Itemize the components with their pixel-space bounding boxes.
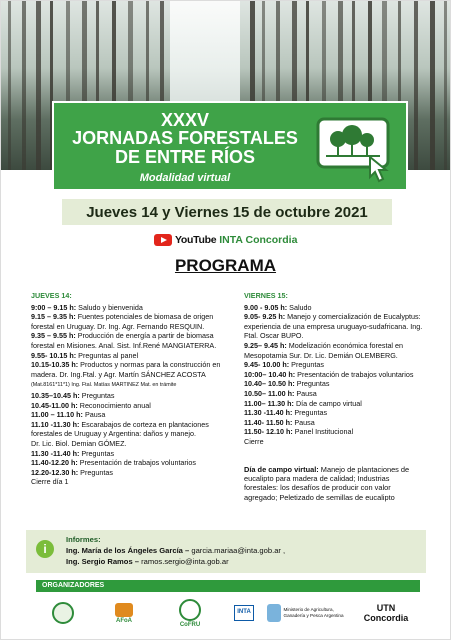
schedule-time: 9.55- 10.15 h: bbox=[31, 350, 77, 360]
schedule-item bbox=[31, 391, 231, 401]
thursday-schedule bbox=[31, 291, 231, 487]
schedule-time: 9:00 – 9.15 h: bbox=[31, 302, 77, 312]
schedule-time: 12.20-12.30 h: bbox=[31, 467, 79, 477]
schedule-description: Día de campo virtual bbox=[293, 398, 362, 408]
event-date-bar bbox=[62, 199, 392, 225]
event-date: Jueves 14 y Viernes 15 de octubre 2021 bbox=[86, 203, 368, 221]
contact-name-2: Ing. Sergio Ramos – bbox=[66, 557, 140, 566]
schedule-item bbox=[31, 458, 231, 468]
schedule-time: 9.05- 9.25 h: bbox=[244, 312, 286, 322]
schedule-description: Preguntas bbox=[78, 467, 113, 477]
event-title-line2: DE ENTRE RÍOS bbox=[114, 147, 256, 167]
schedule-description: (Mat.8161*11*1) Ing. Ftal. Matías MARTINEZ Mat. en trámite bbox=[31, 382, 177, 389]
contact-heading: Informes: bbox=[66, 535, 101, 544]
schedule-time: 10.15-10.35 h: bbox=[31, 360, 79, 370]
schedule-description: Producción de energía a partir de biomasa forestal en Misiones. Anal. Sist. Inf.René MANGIATERRA. bbox=[31, 331, 217, 350]
title-banner bbox=[52, 101, 408, 191]
schedule-time: 11.50- 12.10 h: bbox=[244, 427, 293, 437]
contact-email-2[interactable]: ramos.sergio@inta.gob.ar bbox=[139, 557, 229, 566]
contact-name-1: Ing. María de los Ángeles García – bbox=[66, 546, 190, 555]
schedule-time: 10.40– 10.50 h: bbox=[244, 379, 295, 389]
schedule-time: 11.40- 11.50 h: bbox=[244, 417, 293, 427]
schedule-item bbox=[244, 437, 429, 447]
schedule-description: Manejo y comercialización de Eucalyptus: experiencia de una empresa uruguayo-sudafricana. Ing. Ftal. Oscar BUPO. bbox=[244, 312, 423, 341]
schedule-item bbox=[244, 370, 429, 380]
event-title-line1: JORNADAS FORESTALES bbox=[72, 128, 298, 148]
schedule-description: Modelización económica forestal en Mesopotamia Sur. Dr. Lic. Demián OLEMBERG. bbox=[244, 340, 404, 360]
tree-trunk bbox=[444, 0, 447, 170]
field-day-note bbox=[244, 465, 424, 502]
schedule-item bbox=[244, 379, 429, 389]
schedule-description: Cierre bbox=[244, 436, 264, 446]
schedule-time: 10.35–10.45 h: bbox=[31, 390, 80, 400]
schedule-item bbox=[31, 303, 231, 313]
schedule-item bbox=[244, 427, 429, 437]
schedule-time: 11.00 – 11.10 h: bbox=[31, 410, 83, 420]
schedule-description: Presentación de trabajos voluntarios bbox=[77, 458, 197, 468]
youtube-play-icon bbox=[154, 234, 172, 246]
schedule-time: 11.00– 11.30 h: bbox=[244, 398, 294, 408]
schedule-description: Panel Institucional bbox=[292, 427, 354, 437]
schedule-time: 10:00– 10.40 h: bbox=[244, 369, 296, 379]
schedule-time: 11.30 -11.40 h: bbox=[31, 448, 80, 458]
tree-trunk bbox=[22, 0, 26, 170]
schedule-description: Saludo bbox=[287, 302, 312, 312]
contact-email-1[interactable]: garcia.mariaa@inta.gob.ar , bbox=[189, 546, 286, 555]
friday-schedule bbox=[244, 291, 429, 447]
schedule-description: Preguntas bbox=[289, 360, 324, 370]
entre-rios-logo bbox=[48, 594, 78, 632]
schedule-description: Dr. Lic. Biol. Demian GÓMEZ. bbox=[31, 438, 127, 448]
schedule-description: Preguntas bbox=[79, 448, 115, 458]
schedule-item bbox=[31, 360, 231, 379]
modality-label: Modalidad virtual bbox=[139, 172, 231, 184]
schedule-description: Preguntas bbox=[294, 379, 330, 389]
youtube-channel[interactable] bbox=[154, 233, 297, 247]
schedule-item bbox=[31, 468, 231, 478]
schedule-time: 10.50– 11.00 h: bbox=[244, 388, 295, 398]
organizer-logos bbox=[36, 594, 420, 634]
schedule-description: Preguntas al panel bbox=[76, 350, 139, 360]
schedule-description: Presentación de trabajos voluntarios bbox=[295, 369, 414, 379]
schedule-time: 9.45- 10.00 h: bbox=[244, 360, 290, 370]
schedule-item bbox=[31, 449, 231, 459]
edition-number: XXXV bbox=[160, 110, 210, 130]
schedule-description: Reconocimiento anual bbox=[77, 400, 151, 410]
schedule-time: 11.40-12.20 h: bbox=[31, 458, 78, 468]
inta-logo: INTA bbox=[232, 594, 256, 632]
schedule-item bbox=[31, 439, 231, 449]
tree-trunk bbox=[8, 0, 11, 170]
schedule-item bbox=[244, 418, 429, 428]
cofru-logo: CoFRU bbox=[170, 594, 210, 632]
schedule-item bbox=[244, 408, 429, 418]
schedule-item bbox=[31, 351, 231, 361]
schedule-description: Fuentes potenciales de biomasa de origen forestal en Uruguay. Dr. Ing. Agr. Fernando RESQUIN. bbox=[31, 312, 214, 331]
schedule-item bbox=[31, 401, 231, 411]
field-day-label: Día de campo virtual: bbox=[244, 465, 319, 474]
schedule-item bbox=[244, 389, 429, 399]
tree-trunk bbox=[430, 0, 435, 170]
schedule-description: Pausa bbox=[294, 388, 317, 398]
schedule-time: 9.25– 9.45 h: bbox=[244, 340, 287, 350]
schedule-time: 11.30 -11.40 h: bbox=[244, 408, 293, 418]
programa-heading: PROGRAMA bbox=[174, 256, 277, 275]
contact-box bbox=[26, 530, 426, 573]
schedule-item bbox=[244, 312, 429, 341]
schedule-time: 9.35 – 9.55 h: bbox=[31, 331, 76, 341]
youtube-brand: YouTube bbox=[175, 234, 217, 246]
schedule-description: Pausa bbox=[82, 410, 106, 420]
info-icon: i bbox=[36, 540, 54, 558]
tree-trunk bbox=[36, 0, 41, 170]
schedule-item bbox=[31, 477, 231, 487]
afoa-logo: AFoA bbox=[104, 594, 144, 632]
ministerio-logo: Ministerio de Agricultura, Ganadería y Pesca Argentina bbox=[262, 594, 348, 632]
schedule-description: Saludo y bienvenida bbox=[76, 302, 143, 312]
schedule-item bbox=[31, 410, 231, 420]
schedule-item bbox=[31, 379, 231, 391]
schedule-time: 11.10 -11.30 h: bbox=[31, 419, 80, 429]
tree-trunk bbox=[414, 0, 418, 170]
schedule-description: Pausa bbox=[292, 417, 315, 427]
utn-logo: UTN Concordia bbox=[363, 603, 409, 623]
schedule-item bbox=[244, 303, 429, 313]
field-day-text: Manejo de plantaciones de eucalipto para madera de calidad; Industrias forestales: los desafíos de producir con valor agregado; Peletizado de semillas de eucalipto bbox=[244, 465, 410, 502]
schedule-description: Preguntas bbox=[79, 390, 115, 400]
organizers-bar: ORGANIZADORES bbox=[36, 580, 420, 592]
schedule-item bbox=[31, 331, 231, 350]
schedule-description: Preguntas bbox=[292, 408, 328, 418]
schedule-time: 9.15 – 9.35 h: bbox=[31, 312, 76, 322]
channel-name: INTA Concordia bbox=[219, 234, 298, 246]
day-heading: JUEVES 14: bbox=[31, 291, 72, 300]
forest-screen-click-icon bbox=[312, 113, 398, 185]
schedule-item bbox=[244, 399, 429, 409]
schedule-item bbox=[244, 360, 429, 370]
schedule-item bbox=[31, 312, 231, 331]
schedule-time: 10.45-11.00 h: bbox=[31, 400, 78, 410]
schedule-description: Productos y normas para la construcción en madera. Dr. Ing.Ftal. y Agr. Martín SÁNCHEZ ACOSTA bbox=[31, 360, 221, 379]
schedule-item bbox=[31, 420, 231, 439]
day-heading: VIERNES 15: bbox=[244, 291, 288, 300]
schedule-description: Cierre día 1 bbox=[31, 477, 69, 487]
schedule-description: Escarabajos de corteza en plantaciones forestales de Uruguay y Argentina: daños y manejo. bbox=[31, 419, 209, 439]
schedule-time: 9.00 - 9.05 h: bbox=[244, 302, 288, 312]
schedule-item bbox=[244, 341, 429, 360]
